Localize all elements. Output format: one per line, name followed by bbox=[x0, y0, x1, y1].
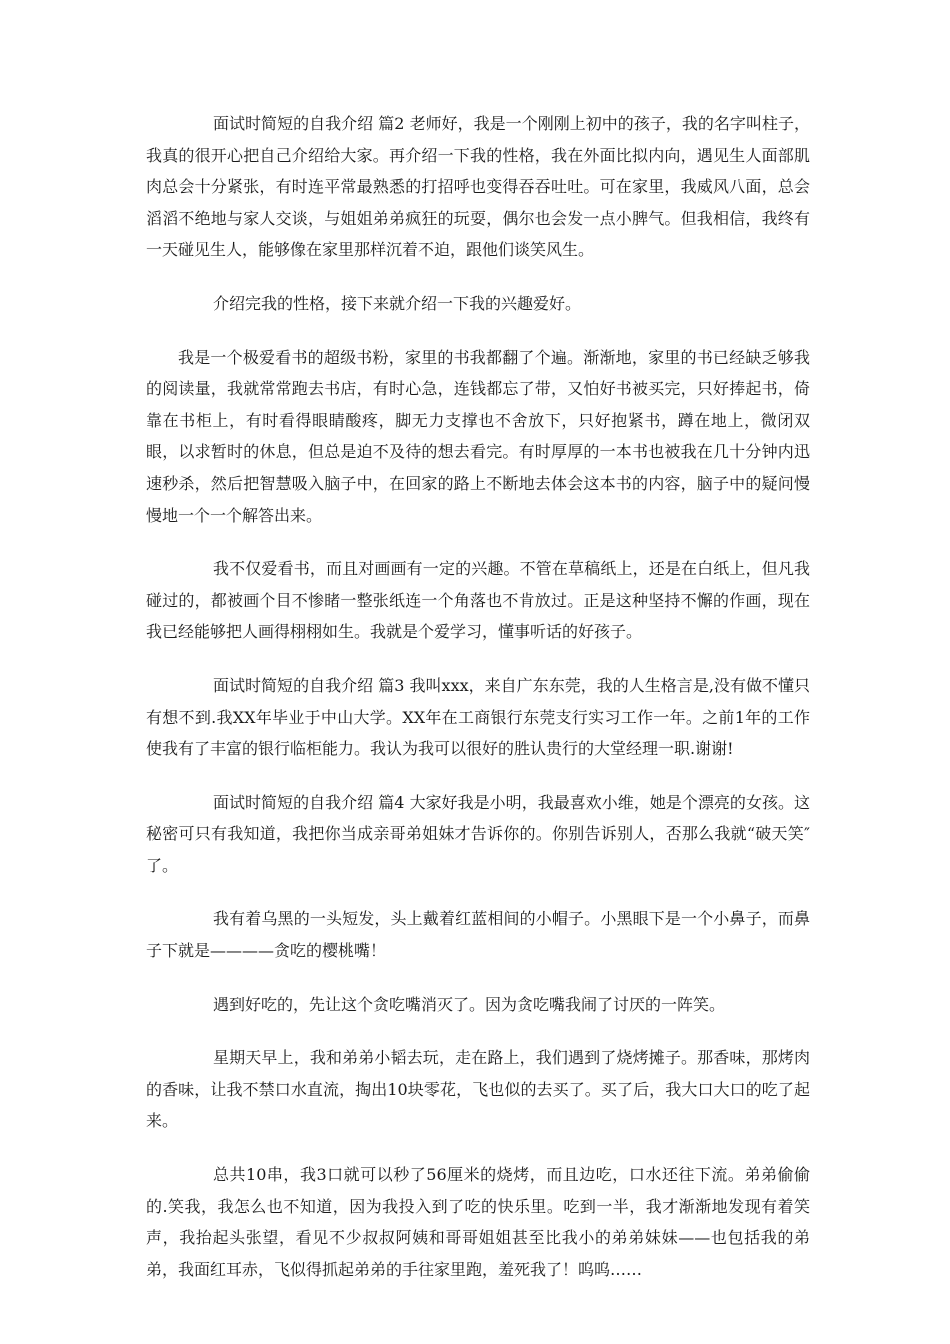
paragraph-ending: 总共10串，我3口就可以秒了56厘米的烧烤，而且边吃，口水还往下流。弟弟偷偷的.笑我，我怎么也不知道，因为我投入到了吃的快乐里。吃到一半，我才渐渐地发现有着笑声，我抬起头张望，看见不少叔叔阿姨和哥哥姐姐甚至比我小的弟弟妹妹——也包括我的弟弟，我面红耳赤，飞似得抓起弟弟的手往家里跑，羞死我了！呜呜…… bbox=[146, 1165, 810, 1279]
paragraph-drawing: 我不仅爱看书，而且对画画有一定的兴趣。不管在草稿纸上，还是在白纸上，但凡我碰过的，都被画个目不惨睹一整张纸连一个角落也不肯放过。正是这种坚持不懈的作画，现在我已经能够把人画得栩栩如生。我就是个爱学习，懂事听话的好孩子。 bbox=[146, 559, 810, 642]
paragraph-intro-4: 面试时简短的自我介绍 篇4 大家好我是小明，我最喜欢小维，她是个漂亮的女孩。这秘密可只有我知道，我把你当成亲哥弟姐妹才告诉你的。你别告诉别人，否那么我就“破天笑″了。 bbox=[146, 792, 810, 875]
paragraph-appearance: 我有着乌黑的一头短发，头上戴着红蓝相间的小帽子。小黑眼下是一个小鼻子，而鼻子下就是————贪吃的樱桃嘴！ bbox=[146, 909, 810, 961]
paragraph-intro-3: 面试时简短的自我介绍 篇3 我叫xxx，来自广东东莞，我的人生格言是,没有做不懂只有想不到.我XX年毕业于中山大学。XX年在工商银行东莞支行实习工作一年。之前1年的工作使我有了丰富的银行临柜能力。我认为我可以很好的胜认贵行的大堂经理一职.谢谢! bbox=[146, 675, 810, 759]
document-body bbox=[146, 108, 810, 1307]
paragraph-greedy-mouth: 遇到好吃的，先让这个贪吃嘴消灭了。因为贪吃嘴我闹了讨厌的一阵笑。 bbox=[213, 994, 726, 1014]
paragraph-intro-2: 面试时简短的自我介绍 篇2 老师好，我是一个刚刚上初中的孩子，我的名字叫柱子，我真的很开心把自己介绍给大家。再介绍一下我的性格，我在外面比拟内向，遇见生人面部肌肉总会十分紧张，有时连平常最熟悉的打招呼也变得吞吞吐吐。可在家里，我威风八面，总会滔滔不绝地与家人交谈，与姐姐弟弟疯狂的玩耍，偶尔也会发一点小脾气。但我相信，我终有一天碰见生人，能够像在家里那样沉着不迫，跟他们谈笑风生。 bbox=[146, 114, 810, 260]
paragraph-barbecue: 星期天早上，我和弟弟小韬去玩，走在路上，我们遇到了烧烤摊子。那香味，那烤肉的香味，让我不禁口水直流，掏出10块零花，飞也似的去买了。买了后，我大口大口的吃了起来。 bbox=[146, 1048, 810, 1131]
paragraph-transition: 介绍完我的性格，接下来就介绍一下我的兴趣爱好。 bbox=[213, 293, 582, 313]
paragraph-reading: 我是一个极爱看书的超级书粉，家里的书我都翻了个遍。渐渐地，家里的书已经缺乏够我的阅读量，我就常常跑去书店，有时心急，连钱都忘了带，又怕好书被买完，只好捧起书，倚靠在书柜上，有时看得眼睛酸疼，脚无力支撑也不舍放下，只好抱紧书，蹲在地上，微闭双眼，以求暂时的休息，但总是迫不及待的想去看完。有时厚厚的一本书也被我在几十分钟内迅速秒杀，然后把智慧吸入脑子中，在回家的路上不断地去体会这本书的内容，脑子中的疑问慢慢地一个一个解答出来。 bbox=[146, 347, 810, 525]
